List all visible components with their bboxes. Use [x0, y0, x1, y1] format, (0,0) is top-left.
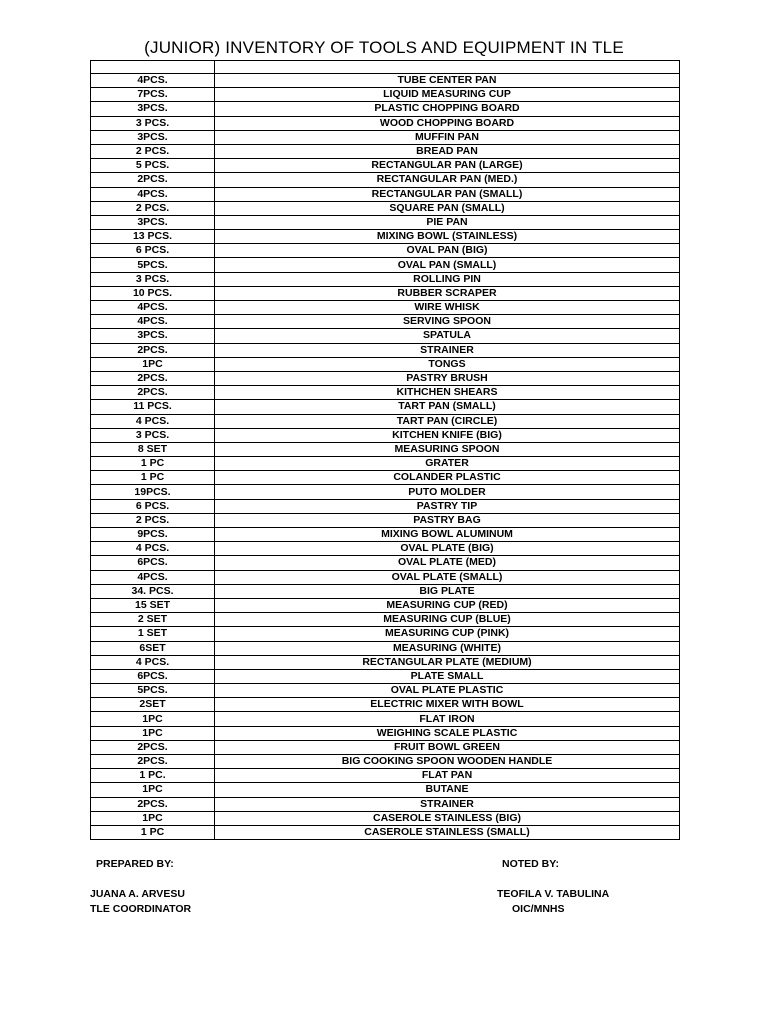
quantity-cell: 2PCS. — [91, 371, 215, 385]
table-row — [91, 740, 680, 754]
table-row — [91, 116, 680, 130]
quantity-cell: 6 PCS. — [91, 499, 215, 513]
table-row — [91, 286, 680, 300]
table-row — [91, 315, 680, 329]
quantity-cell: 4PCS. — [91, 74, 215, 88]
quantity-cell: 5PCS. — [91, 684, 215, 698]
quantity-cell: 6PCS. — [91, 556, 215, 570]
item-name-cell: SERVING SPOON — [215, 315, 680, 329]
item-name-cell: GRATER — [215, 457, 680, 471]
table-row — [91, 457, 680, 471]
table-row — [91, 542, 680, 556]
table-row — [91, 613, 680, 627]
table-row — [91, 755, 680, 769]
quantity-cell: 2PCS. — [91, 386, 215, 400]
table-row — [91, 698, 680, 712]
item-name-cell: TUBE CENTER PAN — [215, 74, 680, 88]
prepared-by-title: TLE COORDINATOR — [90, 903, 192, 915]
item-name-cell: MEASURING CUP (BLUE) — [215, 613, 680, 627]
table-row — [91, 414, 680, 428]
item-name-cell: PIE PAN — [215, 215, 680, 229]
quantity-cell: 3 PCS. — [91, 428, 215, 442]
item-name-cell: SPATULA — [215, 329, 680, 343]
quantity-cell: 2PCS. — [91, 740, 215, 754]
table-row — [91, 173, 680, 187]
item-name-cell: STRAINER — [215, 797, 680, 811]
item-name-cell: CASEROLE STAINLESS (SMALL) — [215, 825, 680, 839]
item-name-cell: TART PAN (SMALL) — [215, 400, 680, 414]
item-name-cell: RECTANGULAR PAN (LARGE) — [215, 159, 680, 173]
item-name-cell: MIXING BOWL (STAINLESS) — [215, 230, 680, 244]
quantity-header-cell — [91, 61, 215, 74]
quantity-cell: 3PCS. — [91, 130, 215, 144]
quantity-cell: 4PCS. — [91, 315, 215, 329]
table-row — [91, 528, 680, 542]
item-name-cell: OVAL PLATE PLASTIC — [215, 684, 680, 698]
table-row — [91, 400, 680, 414]
item-name-cell: OVAL PLATE (SMALL) — [215, 570, 680, 584]
table-row — [91, 712, 680, 726]
table-row — [91, 669, 680, 683]
document-title: (JUNIOR) INVENTORY OF TOOLS AND EQUIPMENT IN TLE — [144, 38, 624, 57]
quantity-cell: 1 PC — [91, 457, 215, 471]
table-row — [91, 556, 680, 570]
table-row — [91, 230, 680, 244]
table-row — [91, 513, 680, 527]
quantity-cell: 3 PCS. — [91, 272, 215, 286]
quantity-cell: 9PCS. — [91, 528, 215, 542]
table-row — [91, 684, 680, 698]
quantity-cell: 34. PCS. — [91, 584, 215, 598]
table-row — [91, 74, 680, 88]
table-header-row — [91, 61, 680, 74]
inventory-table — [90, 60, 680, 840]
table-row — [91, 102, 680, 116]
noted-by-label: NOTED BY: — [502, 858, 559, 870]
quantity-cell: 2 PCS. — [91, 144, 215, 158]
table-row — [91, 88, 680, 102]
item-name-cell: FRUIT BOWL GREEN — [215, 740, 680, 754]
table-row — [91, 130, 680, 144]
item-name-cell: OVAL PAN (SMALL) — [215, 258, 680, 272]
item-name-cell: FLAT IRON — [215, 712, 680, 726]
noted-by-title: OIC/MNHS — [512, 903, 565, 915]
quantity-cell: 3PCS. — [91, 329, 215, 343]
item-name-cell: CASEROLE STAINLESS (BIG) — [215, 811, 680, 825]
table-row — [91, 215, 680, 229]
table-row — [91, 627, 680, 641]
table-row — [91, 811, 680, 825]
quantity-cell: 1PC — [91, 726, 215, 740]
quantity-cell: 1 PC — [91, 825, 215, 839]
table-row — [91, 584, 680, 598]
table-row — [91, 301, 680, 315]
table-row — [91, 485, 680, 499]
table-row — [91, 201, 680, 215]
quantity-cell: 1PC — [91, 811, 215, 825]
quantity-cell: 2 PCS. — [91, 201, 215, 215]
quantity-cell: 13 PCS. — [91, 230, 215, 244]
table-row — [91, 244, 680, 258]
table-row — [91, 825, 680, 839]
table-row — [91, 357, 680, 371]
quantity-cell: 4PCS. — [91, 570, 215, 584]
item-name-cell: PASTRY TIP — [215, 499, 680, 513]
item-name-cell: MUFFIN PAN — [215, 130, 680, 144]
quantity-cell: 3PCS. — [91, 102, 215, 116]
table-row — [91, 159, 680, 173]
table-row — [91, 726, 680, 740]
table-row — [91, 655, 680, 669]
table-row — [91, 570, 680, 584]
quantity-cell: 19PCS. — [91, 485, 215, 499]
item-name-cell: WIRE WHISK — [215, 301, 680, 315]
table-row — [91, 329, 680, 343]
table-row — [91, 386, 680, 400]
item-name-cell: RECTANGULAR PAN (MED.) — [215, 173, 680, 187]
table-row — [91, 343, 680, 357]
quantity-cell: 2 PCS. — [91, 513, 215, 527]
item-name-cell: BUTANE — [215, 783, 680, 797]
item-name-cell: BREAD PAN — [215, 144, 680, 158]
item-name-cell: COLANDER PLASTIC — [215, 471, 680, 485]
table-row — [91, 471, 680, 485]
item-name-cell: OVAL PLATE (BIG) — [215, 542, 680, 556]
quantity-cell: 5PCS. — [91, 258, 215, 272]
quantity-cell: 4 PCS. — [91, 542, 215, 556]
item-name-cell: MEASURING SPOON — [215, 442, 680, 456]
prepared-by-label: PREPARED BY: — [96, 858, 174, 870]
item-name-cell: RECTANGULAR PLATE (MEDIUM) — [215, 655, 680, 669]
item-name-cell: OVAL PAN (BIG) — [215, 244, 680, 258]
item-name-cell: BIG PLATE — [215, 584, 680, 598]
item-name-cell: TONGS — [215, 357, 680, 371]
quantity-cell: 5 PCS. — [91, 159, 215, 173]
table-row — [91, 598, 680, 612]
quantity-cell: 7PCS. — [91, 88, 215, 102]
quantity-cell: 1PC — [91, 357, 215, 371]
item-name-cell: ROLLING PIN — [215, 272, 680, 286]
table-row — [91, 641, 680, 655]
quantity-cell: 8 SET — [91, 442, 215, 456]
item-name-cell: SQUARE PAN (SMALL) — [215, 201, 680, 215]
item-name-cell: WOOD CHOPPING BOARD — [215, 116, 680, 130]
item-name-cell: STRAINER — [215, 343, 680, 357]
quantity-cell: 11 PCS. — [91, 400, 215, 414]
item-name-cell: RUBBER SCRAPER — [215, 286, 680, 300]
quantity-cell: 1 PC. — [91, 769, 215, 783]
quantity-cell: 1 SET — [91, 627, 215, 641]
quantity-cell: 4 PCS. — [91, 414, 215, 428]
quantity-cell: 6PCS. — [91, 669, 215, 683]
quantity-cell: 6SET — [91, 641, 215, 655]
item-name-cell: ELECTRIC MIXER WITH BOWL — [215, 698, 680, 712]
quantity-cell: 2PCS. — [91, 173, 215, 187]
item-header-cell — [215, 61, 680, 74]
quantity-cell: 2PCS. — [91, 755, 215, 769]
item-name-cell: TART PAN (CIRCLE) — [215, 414, 680, 428]
quantity-cell: 4PCS. — [91, 301, 215, 315]
item-name-cell: MIXING BOWL ALUMINUM — [215, 528, 680, 542]
item-name-cell: LIQUID MEASURING CUP — [215, 88, 680, 102]
quantity-cell: 4PCS. — [91, 187, 215, 201]
quantity-cell: 10 PCS. — [91, 286, 215, 300]
item-name-cell: PLATE SMALL — [215, 669, 680, 683]
table-row — [91, 499, 680, 513]
item-name-cell: PASTRY BAG — [215, 513, 680, 527]
table-row — [91, 797, 680, 811]
quantity-cell: 3PCS. — [91, 215, 215, 229]
table-row — [91, 371, 680, 385]
quantity-cell: 15 SET — [91, 598, 215, 612]
quantity-cell: 1PC — [91, 712, 215, 726]
item-name-cell: KITHCHEN SHEARS — [215, 386, 680, 400]
table-row — [91, 769, 680, 783]
table-row — [91, 258, 680, 272]
item-name-cell: WEIGHING SCALE PLASTIC — [215, 726, 680, 740]
table-row — [91, 187, 680, 201]
item-name-cell: BIG COOKING SPOON WOODEN HANDLE — [215, 755, 680, 769]
quantity-cell: 2PCS. — [91, 343, 215, 357]
quantity-cell: 6 PCS. — [91, 244, 215, 258]
item-name-cell: KITCHEN KNIFE (BIG) — [215, 428, 680, 442]
table-row — [91, 783, 680, 797]
item-name-cell: PLASTIC CHOPPING BOARD — [215, 102, 680, 116]
item-name-cell: MEASURING (WHITE) — [215, 641, 680, 655]
table-row — [91, 144, 680, 158]
item-name-cell: PUTO MOLDER — [215, 485, 680, 499]
quantity-cell: 1 PC — [91, 471, 215, 485]
noted-by-name: TEOFILA V. TABULINA — [497, 888, 610, 900]
item-name-cell: OVAL PLATE (MED) — [215, 556, 680, 570]
table-row — [91, 442, 680, 456]
inventory-table-body — [91, 61, 680, 840]
item-name-cell: MEASURING CUP (PINK) — [215, 627, 680, 641]
quantity-cell: 1PC — [91, 783, 215, 797]
prepared-by-name: JUANA A. ARVESU — [90, 888, 185, 900]
item-name-cell: MEASURING CUP (RED) — [215, 598, 680, 612]
item-name-cell: PASTRY BRUSH — [215, 371, 680, 385]
table-row — [91, 428, 680, 442]
quantity-cell: 3 PCS. — [91, 116, 215, 130]
quantity-cell: 2PCS. — [91, 797, 215, 811]
quantity-cell: 2SET — [91, 698, 215, 712]
item-name-cell: FLAT PAN — [215, 769, 680, 783]
quantity-cell: 4 PCS. — [91, 655, 215, 669]
item-name-cell: RECTANGULAR PAN (SMALL) — [215, 187, 680, 201]
table-row — [91, 272, 680, 286]
quantity-cell: 2 SET — [91, 613, 215, 627]
